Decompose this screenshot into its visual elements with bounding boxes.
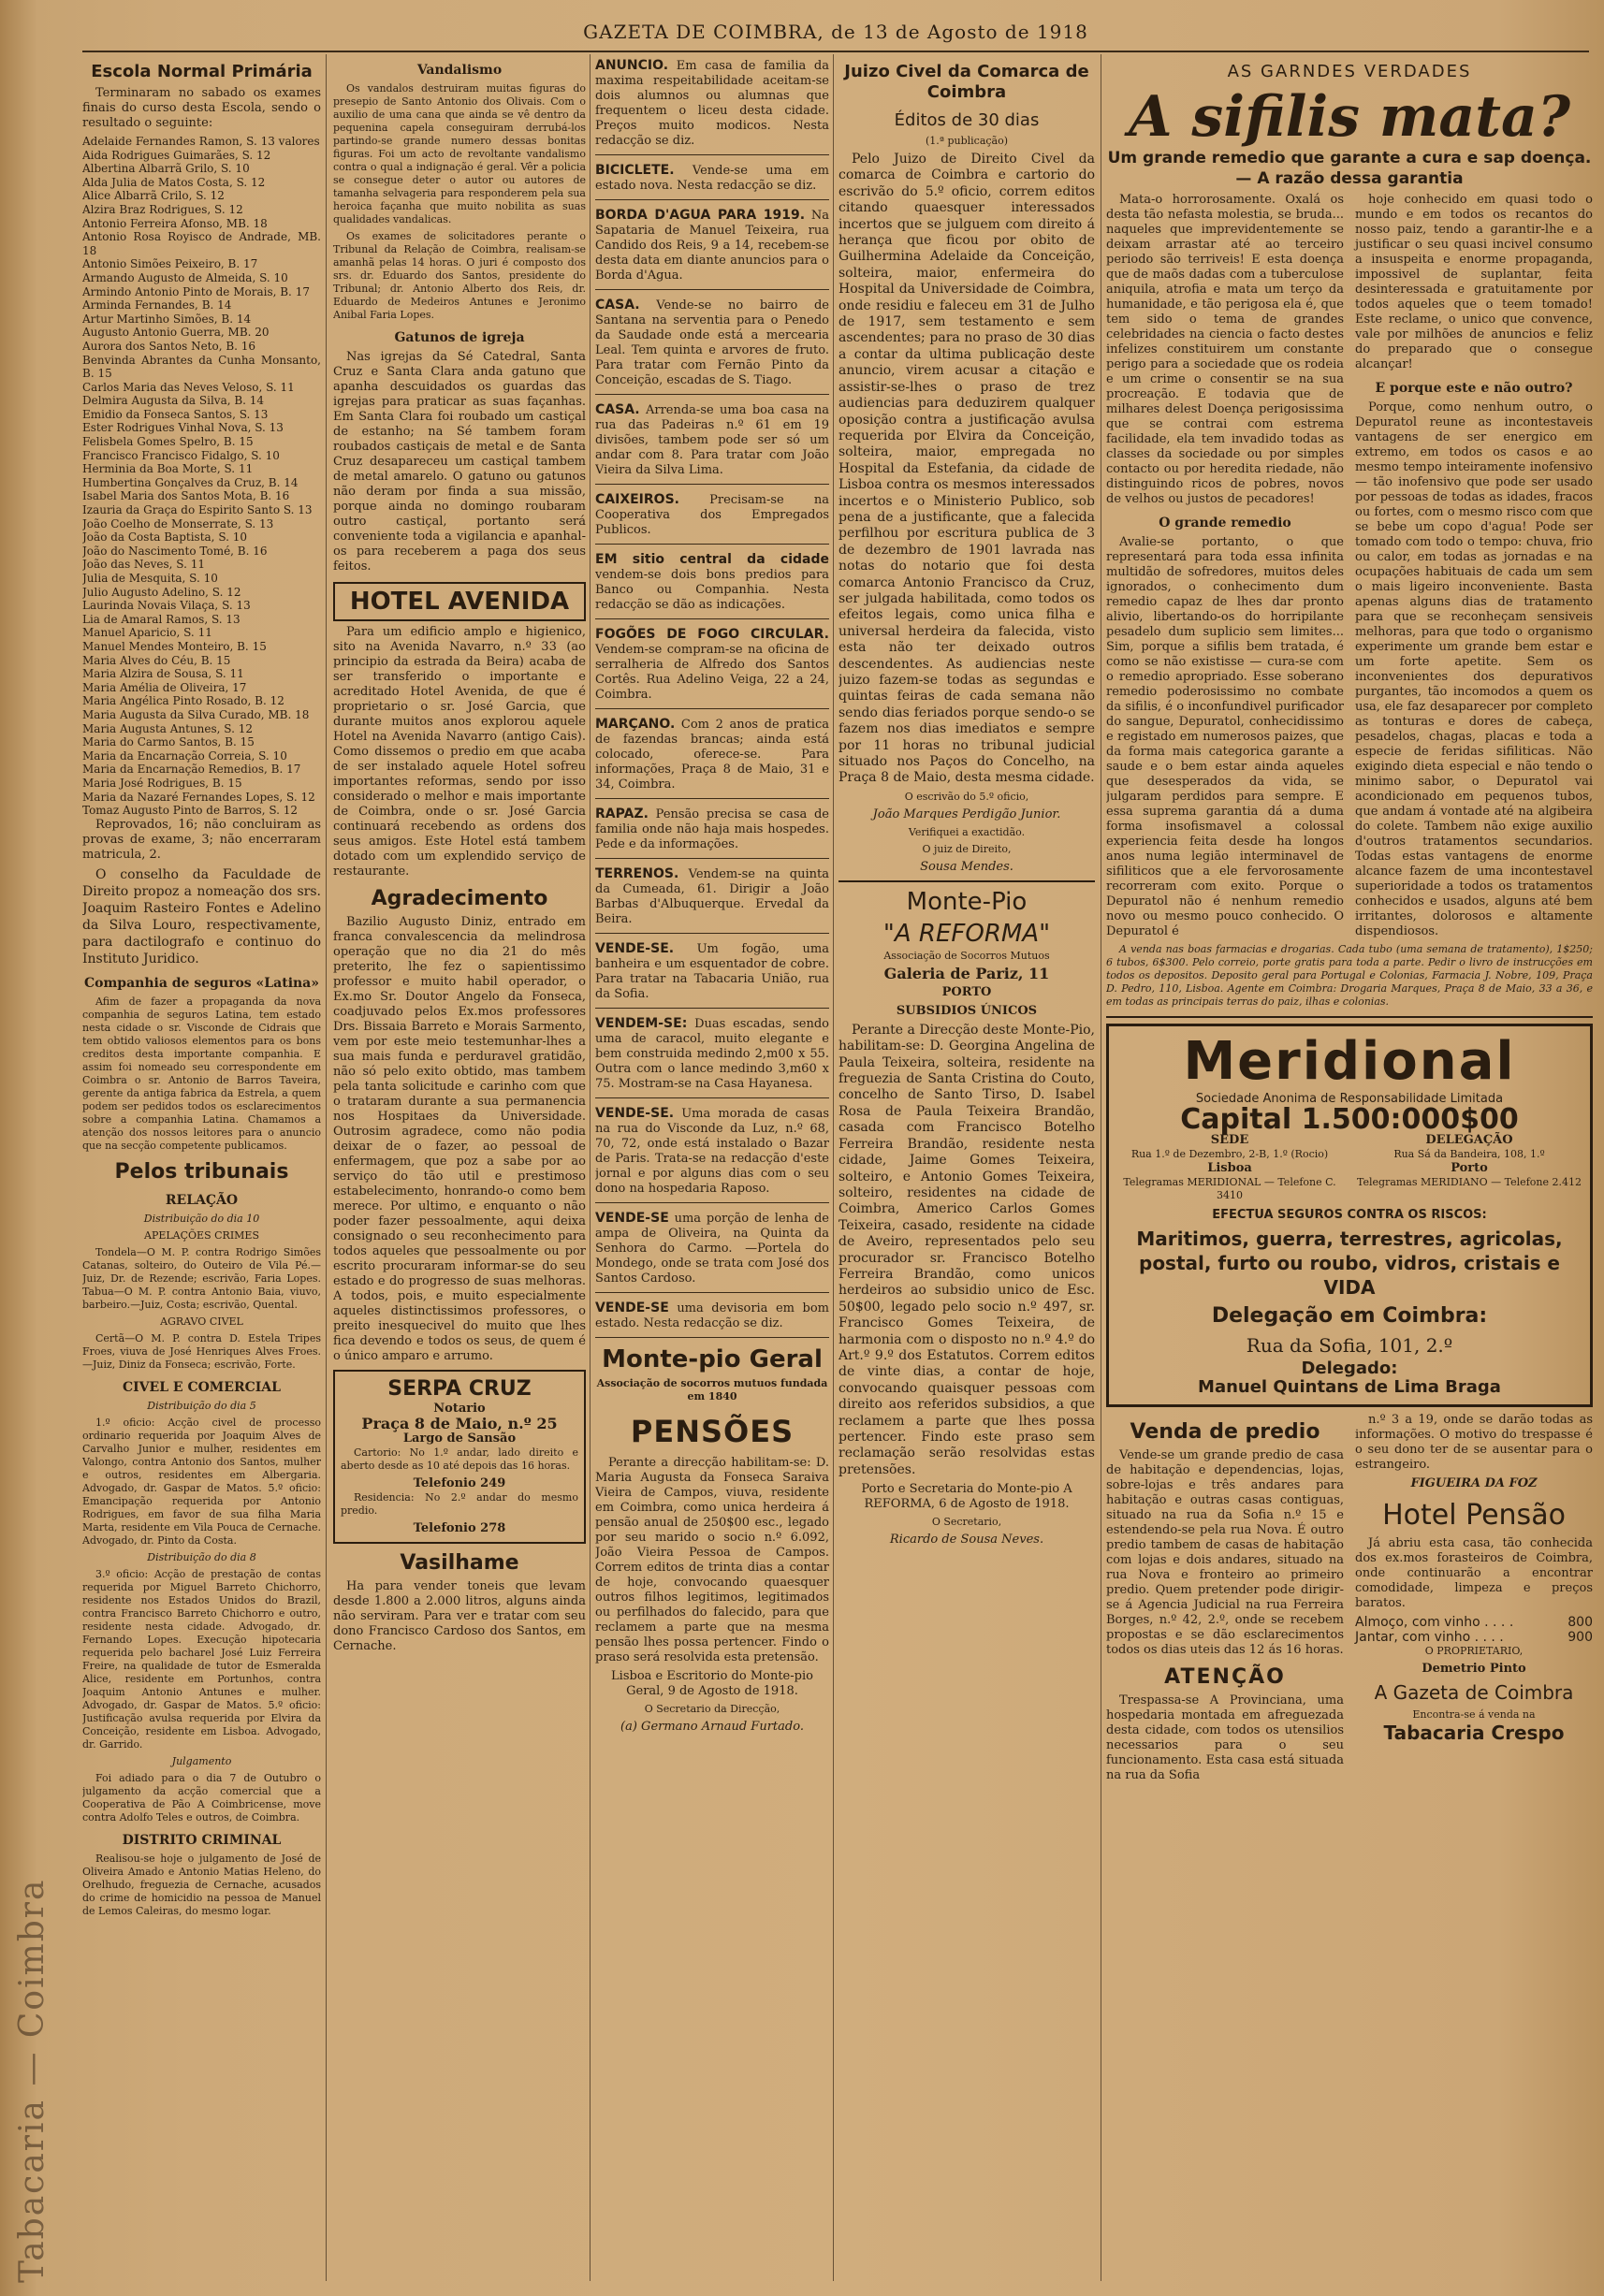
civel-sub: Distribuição do dia 5 [147, 1399, 256, 1412]
escola-list-item: Maria Amélia de Oliveira, 17 [82, 680, 247, 694]
civel-sub2: Distribuição do dia 8 [147, 1550, 256, 1563]
classified-ad-title: CASA. [595, 402, 640, 417]
juizo-juiz-name: Sousa Mendes. [920, 859, 1013, 874]
classified-ad-text: uma porção de lenha de ampa de Oliveira, na Quinta da Senhora do Carmo. —Portela do Mondego, onde se trata com José dos Santos Cardoso. [595, 1212, 829, 1286]
escola-list-item: Alice Albarrã Crilo, S. 12 [82, 189, 225, 203]
classified-ad-text: Em casa de familia da maxima respeitabilidade aceitam-se dois alumnos ou alumnas que frequentem o liceu desta cidade. Preços muito modicos. Nesta redacção se diz. [595, 59, 829, 148]
classified-ad [595, 294, 829, 395]
classified-ad-title: VENDE-SE [595, 1211, 669, 1226]
depuratol-columns [1106, 193, 1593, 943]
escola-list-item: Francisco Francisco Fidalgo, S. 10 [82, 448, 280, 462]
classified-ad-text: uma devisoria em bom estado. Nesta redacção se diz. [595, 1301, 829, 1330]
escola-list-item: Arminda Fernandes, B. 14 [82, 298, 232, 312]
vasilhame-title: Vasilhame [400, 1551, 519, 1575]
classified-ad-title: VENDE-SE. [595, 1106, 675, 1121]
classified-ad [595, 623, 829, 709]
escola-list-item: João Coelho de Monserrate, S. 13 [82, 516, 274, 530]
gazeta-sale2: Encontra-se á venda na [1412, 1708, 1536, 1721]
latina-title: Companhia de seguros «Latina» [83, 975, 320, 991]
pensoes-title: PENSÕES [630, 1414, 795, 1449]
classified-ad-title: EM sitio central da cidade [595, 552, 829, 567]
sifilis-title: A sifilis mata? [1128, 84, 1570, 150]
escola-list-item: Tomaz Augusto Pinto de Barros, S. 12 [82, 804, 299, 818]
classified-ad-text: Um fogão, uma banheira e um esquentador de cobre. Para tratar na Tabacaria União, rua da Sofia. [595, 942, 829, 1001]
bottom-ads [1106, 1413, 1593, 1787]
escola-list-item: Julio Augusto Adelino, S. 12 [82, 585, 241, 599]
escola-list-item: Izauria da Graça do Espirito Santo S. 13 [82, 503, 313, 517]
escola-list-item: Humbertina Gonçalves da Cruz, B. 14 [82, 475, 299, 489]
escola-list-item: João das Neves, S. 11 [82, 558, 205, 572]
latina-text: Afim de fazer a propaganda da nova companhia de seguros Latina, tem estado nesta cidade o sr. Visconde de Cidrais que tem obtido valiosos elementos para os bons creditos desta importante companhia. E assim foi nomeado seu correspondente em Coimbra o sr. Antonio de Barros Taveira, gerente da antiga fabrica da Estrela, a quem podem ser pedidos todos os esclarecimentos sobre a companhia Latina. Chamamos a atenção dos nossos leitores para o anuncio que na secção competente publicamos. [82, 995, 321, 1152]
classified-ad-title: MARÇANO. [595, 717, 676, 732]
escola-list-item: Emidio da Fonseca Santos, S. 13 [82, 407, 269, 421]
classified-ad-text: Precisam-se na Cooperativa dos Empregados Publicos. [595, 493, 829, 537]
venda-text: A venda nas boas farmacias e drogarias. Cada tubo (uma semana de tratamento), 1$250; 6 tubos, 6$300. Pelo correio, porte gratis para toda a parte. Pedir o livro de instrucções em todos os depositos. Deposito geral para Portugal e Colonias, Farmacia J. Nobre, 109, Praça D. Pedro, 110, Lisboa. Agente em Coimbra: Drogaria Marques, Praça 8 de Maio, 33 a 36, e em todas as principais terras do paiz, ilhas e colonias. [1106, 943, 1593, 1008]
escola-list-item: Maria Augusta da Silva Curado, MB. 18 [82, 707, 310, 721]
juizo-escrivao-name: João Marques Perdigão Junior. [872, 807, 1061, 821]
delegado-name: Manuel Quintans de Lima Braga [1198, 1377, 1501, 1397]
sifilis-text2: hoje conhecido em quasi todo o mundo e em todos os recantos do nosso paiz, tendo a garantir-lhe e a justificar o seu quasi incivel consumo a insuspeita e enorme propaganda, impossivel de suplantar, feita desinteressada e gratuitamente por todos aqueles que o teem tomado! Este reclame, o unico que convence, vale por milhões de anuncios e feliz do preparado que o consegue alcançar! [1355, 193, 1593, 371]
escola-list-item: Armindo Antonio Pinto de Morais, B. 17 [82, 284, 310, 298]
classified-ad-title: VENDEM-SE: [595, 1016, 688, 1031]
classified-ad-text: Duas escadas, sendo uma de caracol, muito elegante e bem construida medindo 2,m00 x 55. Outra com o lance medindo 3,m60 x 75. Mostram-se na Casa Hayanesa. [595, 1017, 829, 1091]
classified-ad [595, 937, 829, 1009]
escola-list-item: Albertina Albarrã Grilo, S. 10 [82, 162, 250, 176]
classified-ad-title: FOGÕES DE FOGO CIRCULAR. [595, 627, 829, 642]
deleg-label: DELEGAÇÃO [1425, 1133, 1513, 1147]
serpa-addr2: Largo de Sansão [402, 1431, 517, 1446]
column-1 [82, 54, 321, 2281]
relacao-sub: Distribuição do dia 10 [143, 1212, 260, 1225]
escola-list-item: Lia de Amaral Ramos, S. 13 [82, 612, 241, 626]
atencao-text: Trespassa-se A Provinciana, uma hospedaria montada em afreguezada desta cidade, com todos os utensilios necessarios para o seu funcionamento. Esta casa está situada na rua da Sofia [1106, 1693, 1344, 1782]
serpa-tel1: Telefonio 249 [413, 1476, 506, 1490]
classified-ad-title: RAPAZ. [595, 807, 649, 821]
gazeta-sale: A Gazeta de Coimbra [1374, 1681, 1574, 1704]
classified-ad [595, 803, 829, 859]
remedio-text: Avalie-se portanto, o que representará para toda essa infinita multidão de sofredores, muitos deles ignorados, o conhecimento dum remedio capaz de lhes dar pronto alivio, libertando-os do horripilante pesadelo dum suplicio sem limites... Sim, porque a sifilis bem tratada, é como se não existisse — cura-se com o remedio apropriado. Esse soberano remedio poderosissimo no combate da sifilis, é o inconfundivel purificador do sangue, Depuratol, conhecidissimo e registado em numerosos paizes, que da forma mais categorica garante a saude e o bem estar ainda aqueles que desesperados da vida, se julgaram perdidos para sempre. E essa suprema garantia dá a duma forma insofismavel a colossal experiencia feita desde ha longos anos numa legião interminavel de sifiliticos que a ele fervorosamente recorreram com exito. Porque o Depuratol não é nenhum remedio novo ou mesmo pouco conhecido. O Depuratol é [1106, 535, 1344, 938]
classified-ad-text: Com 2 anos de pratica de fazendas brancas; ainda está colocado, oferece-se. Para informações, Praça 8 de Maio, 31 e 34, Coimbra. [595, 718, 829, 792]
proprietario: O PROPRIETARIO, [1424, 1645, 1524, 1657]
deleg-addr: Rua Sá da Bandeira, 108, 1.º [1393, 1148, 1545, 1160]
escola-list-item: Delmira Augusta da Silva, B. 14 [82, 394, 265, 408]
sede-label: SÉDE [1210, 1133, 1249, 1147]
classified-ad-title: CAIXEIROS. [595, 492, 679, 507]
escola-outro: Reprovados, 16; não concluiram as provas de exame, 3; não encerraram matricula, 2. [82, 817, 321, 862]
classified-ad [595, 1207, 829, 1293]
classified-ad-title: CASA. [595, 298, 640, 312]
serpa-tel2: Telefonio 278 [413, 1521, 506, 1535]
escola-list-item: Maria da Encarnação Correia, S. 10 [82, 748, 287, 763]
classified-ad-text: Vende-se no bairro de Santana na serventia para o Penedo da Saudade onde está a mercearia Leal. Tem quinta e arvores de fruto. Para tratar com Fernão Pinto da Conceição, escadas de S. Tiago. [595, 298, 829, 387]
montepio-title: Monte-pio Geral [602, 1345, 823, 1373]
pensao-text: Já abriu esta casa, tão conhecida dos ex.mos forasteiros de Coimbra, onde continuarão a encontrar comodidade, limpeza e preços baratos. [1355, 1536, 1593, 1610]
escola-list-item: Julia de Mesquita, S. 10 [82, 572, 218, 585]
sede-addr: Rua 1.º de Dezembro, 2-B, 1.º (Rocio) [1130, 1148, 1329, 1160]
juizo-title: Juizo Civel da Comarca de Coimbra [844, 62, 1089, 102]
serpa-cruz-ad [333, 1370, 586, 1544]
column-rule [833, 54, 834, 2281]
sede-city: Lisboa [1207, 1161, 1252, 1175]
reforma-title: Monte-Pio [906, 887, 1028, 916]
vandalismo-title: Vandalismo [416, 63, 503, 78]
escola-list-item: Maria Augusta Antunes, S. 12 [82, 721, 253, 735]
deleg-coimbra: Delegação em Coimbra: [1211, 1304, 1488, 1328]
escola-list-item: Maria Alves do Céu, B. 15 [82, 653, 231, 667]
pensoes-sec: O Secretario da Direcção, [644, 1703, 780, 1715]
escola-list-item: Antonio Simões Peixeiro, B. 17 [82, 257, 258, 271]
escola-list-item: Laurinda Novais Vilaça, S. 13 [82, 599, 251, 613]
serpa-role: Notario [433, 1402, 486, 1416]
pensoes-text: Perante a direcção habilitam-se: D. Maria Augusta da Fonseca Saraiva Vieira de Campos, viuva, residente em Coimbra, como unica herdeira á pensão anual de 250$00 esc., legado por seu marido o socio n.º 6.092, João Vieira Pessoa de Campos. Correm editos de trinta dias a contar de hoje, convocando quaesquer outros filhos legitimos, legitimados ou perfilhados do falecido, para que reclamem a parte que na mesma pensão lhes possa pertencer. Findo o praso será resolvida esta pretensão. [595, 1456, 829, 1664]
escola-list-item: Maria da Encarnação Remedios, B. 17 [82, 763, 301, 777]
deleg-city: Porto [1451, 1161, 1488, 1175]
classified-ad [595, 713, 829, 799]
meridional-ad [1106, 1024, 1593, 1407]
deleg-tel: Telegramas MERIDIANO — Telefone 2.412 [1357, 1176, 1582, 1188]
escola-list-item: Carlos Maria das Neves Veloso, S. 11 [82, 380, 295, 394]
exames-text: Os exames de solicitadores perante o Tribunal da Relação de Coimbra, realisam-se amanhã pelas 14 horas. O juri é composto dos srs. dr. Eduardo dos Santos, presidente do Tribunal; dr. Antonio Alberto dos Reis, dr. Eduardo de Medeiros Antunes e Jeronimo Anibal Faria Lopes. [333, 230, 586, 321]
juizo-escrivao: O escrivão do 5.º oficio, [904, 790, 1029, 803]
riscos: Maritimos, guerra, terrestres, agricolas, postal, furto ou roubo, vidros, cristais e VIDA [1136, 1228, 1563, 1299]
julgamento-text: Foi adiado para o dia 7 de Outubro o julgamento da acção comercial que a Cooperativa de Pão A Coimbricense, move contra Adolfo Teles e outros, de Coimbra. [82, 1771, 321, 1824]
escola-list-item: Herminia da Boa Morte, S. 11 [82, 462, 254, 476]
escola-list-item: Ester Rodrigues Vinhal Nova, S. 13 [82, 421, 284, 435]
escola-list-item: Maria Alzira de Sousa, S. 11 [82, 667, 244, 681]
juizo-juiz: O juiz de Direito, [922, 842, 1012, 855]
civel-text2: 3.º oficio: Acção de prestação de contas requerida por Miguel Barreto Chichorro, residente nos Estados Unidos do Brazil, contra Francisco Barreto Chichorro e outro, residente nesta cidade. Advogado, dr. Fernando Lopes. Execução hipotecaria requerida pelo bacharel José Luiz Ferreira Freire, na qualidade de tutor de Esmeralda Alice, residente em Portunhos, contra Joaquim Antonio Antunes e mulher. Advogado, dr. Gaspar de Matos. 5.º oficio: Justificação avulsa requerida por Elvira da Conceição, residente em Lisboa. Advogado, dr. Garrido. [82, 1567, 321, 1751]
classified-ad-text: vendem-se dois bons predios para Banco ou Companhia. Nesta redacção se dão as indicações. [595, 568, 829, 612]
margin-bleedthrough-text: Tabacaria — Coimbra [13, 1878, 51, 2283]
classified-ad-title: BORDA D'AGUA PARA 1919. [595, 208, 806, 223]
classified-ad-title: ANUNCIO. [595, 58, 669, 73]
gazeta-sale3: Tabacaria Crespo [1383, 1722, 1565, 1744]
escola-list-item: Maria da Nazaré Fernandes Lopes, S. 12 [82, 790, 315, 804]
julgamento-title: Julgamento [171, 1754, 232, 1767]
classified-ad [595, 488, 829, 545]
column-2 [333, 54, 586, 2281]
escola-title: Escola Normal Primária [91, 62, 313, 81]
column-4 [838, 54, 1095, 2281]
conselho-paragraph: O conselho da Faculdade de Direito propoz a nomeação dos srs. Joaquim Rasteiro Fontes e Adelino da Silva Louro, respectivamente, para dactilografo e continuo do Instituto Juridico. [82, 866, 321, 966]
escola-list-item: Alda Julia de Matos Costa, S. 12 [82, 175, 266, 189]
escola-list-item: Alzira Braz Rodrigues, S. 12 [82, 202, 243, 216]
delegado-label: Delegado: [1301, 1359, 1398, 1378]
meridional-title: Meridional [1183, 1031, 1516, 1092]
classified-ads [595, 54, 829, 1338]
serpa-name: SERPA CRUZ [387, 1377, 532, 1401]
almoco-label: Almoço, com vinho . . . . [1355, 1615, 1514, 1630]
classified-ad [595, 399, 829, 485]
vandalismo-text: Os vandalos destruiram muitas figuras do presepio de Santo Antonio dos Olivais. Com o auxilio de uma cana que ainda se vê dentro da pequenina capela conseguiram derrubá-los partindo-se grande numero dessas bonitas figuras. Foi um acto de revoltante vandalismo contra o qual a indignação é geral. Vêr a policia se consegue deter o autor ou autores de tamanha selvageria para responderem pela sua heroica façanha que muito nobilita as suas qualidades vandalicas. [333, 82, 586, 225]
serpa-cartorio: Cartorio: No 1.º andar, lado direito e aberto desde as 10 até depois das 16 horas. [341, 1446, 578, 1472]
efectua: EFECTUA SEGUROS CONTRA OS RISCOS: [1212, 1208, 1487, 1222]
escola-list-item: Aida Rodrigues Guimarães, S. 12 [82, 148, 271, 162]
classified-ad-title: VENDE-SE. [595, 941, 675, 956]
escola-list-item: Maria José Rodrigues, B. 15 [82, 776, 242, 790]
criminal-title: DISTRITO CRIMINAL [122, 1832, 282, 1848]
classified-ad-text: Vendem-se compram-se na oficina de serralheria de Alfredo dos Santos Cortês. Rua Adelino Veiga, 22 a 24, Coimbra. [595, 643, 829, 702]
jantar-row [1355, 1630, 1593, 1645]
column-rule [590, 54, 591, 2281]
reforma-place: Porto e Secretaria do Monte-pio A REFORMA, 6 de Agosto de 1918. [861, 1482, 1072, 1512]
reforma-sec: O Secretario, [931, 1516, 1002, 1529]
escola-list-item: Aurora dos Santos Neto, B. 16 [82, 339, 256, 353]
depuratol-ad [1106, 62, 1593, 1018]
pensoes-sign: (a) Germano Arnaud Furtado. [620, 1720, 804, 1734]
reforma-name: "A REFORMA" [882, 919, 1051, 948]
column-5 [1106, 54, 1593, 2281]
escola-list-item: João do Nascimento Tomé, B. 16 [82, 544, 268, 558]
classified-ad [595, 1102, 829, 1203]
escola-list-item: João da Costa Baptista, S. 10 [82, 530, 248, 545]
juizo-verif: Verifiquei a exactidão. [908, 825, 1026, 838]
classified-ad [595, 548, 829, 619]
delegacao-block [1354, 1133, 1584, 1202]
almoco-row [1355, 1615, 1593, 1630]
classified-ad-title: TERRENOS. [595, 866, 679, 881]
escola-list-item: Felisbela Gomes Spelro, B. 15 [82, 435, 254, 449]
reforma-text: Perante a Direcção deste Monte-Pio, habilitam-se: D. Georgina Angelina de Paula Teixeira, solteira, residente na freguezia de Santa Cristina do Couto, concelho de Santo Tirso, D. Isabel Rosa de Paula Teixeira Brandão, casada com Francisco Botelho Ferreira Brandão, residente nesta cidade, Jaime Gomes Teixeira, solteiro, e Antonio Gomes Teixeira, solteiro, residentes na cidade de Coimbra, Americo Carlos Gomes Teixeira, casado, residente na cidade de Aveiro, representados pelo seu procurador sr. Francisco Botelho Ferreira Brandão, como unicos herdeiros ao subsidio unico de Esc. 50$00, legado pelo socio n.º 497, sr. Francisco Gomes Teixeira, de harmonia com o disposto no n.º 4.º do Art.º 9.º dos Estatutos. Correm editos de vinte dias, a contar de hoje, convocando quaisquer pessoas com direito aos referidos subsidios, a que reclamem a parte que lhes possa pertencer. Findo este praso sem reclamação serão resolvidas estas pretensões. [838, 1022, 1095, 1477]
classified-ad-text: Vendem-se na quinta da Cumeada, 61. Dirigir a João Barbas d'Albuquerque. Ervedal da Beira. [595, 867, 829, 926]
escola-list-item: Manuel Aparicio, S. 11 [82, 626, 212, 640]
atencao-title: ATENÇÃO [1164, 1665, 1286, 1689]
pensao-title: Hotel Pensão [1382, 1499, 1566, 1532]
gatunos-text: Nas igrejas da Sé Catedral, Santa Cruz e Santa Clara anda gatuno que apanha descuidados os guardas das igrejas para praticar as suas façanhas. Em Santa Clara foi roubado um castiçal de estanho; na Sé tambem foram roubados castiçais de metal e de Santa Cruz desapareceu um castiçal tambem de metal amarelo. O gatuno ou gatunos não deram por finda a sua missão, porque ainda no domingo roubaram outro castiçal, portanto será conveniente toda a vigilancia e apanhal-os para receberem a paga dos seus feitos. [333, 350, 586, 574]
civel-title: CIVEL E COMERCIAL [122, 1379, 282, 1395]
escola-list-item: Manuel Mendes Monteiro, B. 15 [82, 639, 267, 653]
escola-list-item: Maria Angélica Pinto Rosado, B. 12 [82, 694, 284, 708]
classified-ad-text: Uma morada de casas na rua do Visconde da Luz, n.º 68, 70, 72, onde está instalado o Bazar de Paris. Trata-se na redacção d'este jornal e por alguns dias com o seu dono na hospedaria Raposo. [595, 1107, 829, 1196]
jantar-price: 900 [1568, 1630, 1593, 1645]
reforma-ad [838, 880, 1095, 1548]
relacao-text: Tondela—O M. P. contra Rodrigo Simões Catanas, solteiro, do Outeiro de Vila Pé.—Juiz, Dr. de Rezende; escrivão, Faria Lopes. Tabua—O M. P. contra Antonio Baia, viuvo, barbeiro.—Juiz, Costa; escrivão, Quental. [82, 1245, 321, 1311]
classified-ad [595, 863, 829, 934]
reforma-sub: Associação de Socorros Mutuos [883, 949, 1050, 962]
escola-list-item: Armando Augusto de Almeida, S. 10 [82, 270, 288, 284]
hotel-text: Para um edificio amplo e higienico, sito na Avenida Navarro, n.º 33 (ao principio da estrada da Beira) acaba de ser transferido o importante e acreditado Hotel Avenida, de que é proprietario o sr. José Garcia, que durante muitos anos explorou aquele Hotel na Avenida Navarro (antigo Cais). Como dissemos o predio em que acaba de ser instalado aquele Hotel sofreu importantes reformas, sendo por isso considerado o melhor e mais importante de Coimbra, onde o sr. José Garcia continuará recebendo as ordens dos seus amigos. Este Hotel está tambem dotado com um explendido serviço de restaurante. [333, 625, 586, 879]
porque-title: E porque este e não outro? [1375, 381, 1573, 396]
escola-intro: Terminaram no sabado os exames finais do curso desta Escola, sendo o resultado o seguinte: [82, 86, 321, 130]
agradecimento-text: Bazilio Augusto Diniz, entrado em franca convalescencia da melindrosa operação que no dia 21 do mês preterito, lhe fez o sapientissimo professor e muito habil operador, o Ex.mo Sr. Doutor Angelo da Fonseca, coadjuvado pelos Ex.mos professores Drs. Bissaia Barreto e Morais Sarmento, vem por este meio testemunhar-lhes a sua mais funda e perduravel gratidão, não só pelo exito obtido, mas tambem pela tanta solicitude e carinho com que o trataram durante a sua permanencia nos Hospitaes da Universidade. Outrosim agradece, como não podia deixar de o fazer, ao pessoal de enfermagem, que poz a sabe por ao serviço do tão util e prestimoso estabelecimento, honrando-o como bem merece. Por ultimo, e enquanto o não poder fazer pessoalmente, aqui deixa consignado o seu reconhecimento para todos aqueles que pessoalmente ou por escrito procuraram informar-se do seu estado e do progresso de suas melhoras. A todos, pois, e muito especialmente aqueles distinctissimos professores, o preito inesquecivel do muito que lhes fica devendo e todos os seus, de quem é o único amparo e arrumo. [333, 915, 586, 1363]
classified-ad-text: Pensão precisa se casa de familia onde não haja mais hospedes. Pede e da informações. [595, 807, 829, 851]
classified-ad [595, 1012, 829, 1098]
masthead: GAZETA DE COIMBRA, de 13 de Agosto de 1918 [82, 13, 1589, 52]
meridional-capital: Capital 1.500:000$00 [1180, 1103, 1519, 1136]
relacao-title: RELAÇÃO [165, 1192, 239, 1208]
escola-list-item: Benvinda Abrantes da Cunha Monsanto, B. 15 [82, 353, 321, 381]
predio-text: Vende-se um grande predio de casa de habitação e dependencias, lojas, sobre-lojas e três andares para habitação e outras casas contiguas, situado na rua da Sofia n.º 15 e estendendo-se pela rua Nova. É outro predio tambem de casas de habitação com lojas e dois andares, situado na rua Nova e fronteiro ao primeiro predio. Quem pretender pode dirigir-se á Agencia Judicial na rua Ferreira Borges, n.º 42, 2.º, onde se recebem propostas e se dão esclarecimentos todos os dias uteis das 12 ás 16 horas. [1106, 1448, 1344, 1657]
jantar-label: Jantar, com vinho . . . . [1355, 1630, 1504, 1645]
sede-tel: Telegramas MERIDIONAL — Telefone C. 3410 [1123, 1176, 1336, 1201]
gatunos-title: Gatunos de igreja [394, 330, 525, 345]
predio-text2: n.º 3 a 19, onde se darão todas as informações. O motivo do trespasse é o seu dono ter de se ausentar para o estrangeiro. [1355, 1413, 1593, 1472]
proprietario-name: Demetrio Pinto [1422, 1662, 1526, 1676]
vasilhame-text: Ha para vender toneis que levam desde 1.800 a 2.000 litros, alguns ainda não serviram. Para ver e tratar com seu dono Francisco Cardoso dos Santos, em Cernache. [333, 1579, 586, 1653]
juizo-pub: (1.ª publicação) [925, 135, 1009, 147]
porque-text: Porque, como nenhum outro, o Depuratol reune as incontestaveis vantagens de ser energico em extremo, em todos os casos e ao mesmo tempo inteiramente inofensivo — tão inofensivo que pode ser usado por pessoas de todas as idades, fracos ou fortes, com o mesmo risco com que se bebe um copo d'agua! Pode ser tomado com todo o tempo: chuva, frio ou calor, em todas as jornadas e na ocupações habituais de cada um sem o mais ligeiro inconveniente. Basta apenas alguns dias de tratamento para que se reconheçam sensiveis melhoras, para que todo o organismo experimente um grande bem estar e um forte apetite. Sem os inconvenientes dos depurativos purgantes, tão incomodos a quem os usa, ele faz desaparecer por completo as tonturas e dores de cabeça, pesadelos, chagas, placas e toda a especie de feridas sifiliticas. Não exigindo dieta especial e não tendo o minimo sabor, o Depuratol vai acondicionado em pequenos tubos, que andam á vontade até na algibeira do colete. Tambem não exige auxilio d'outros tratamentos secundarios. Todas estas vantagens de enorme alcance fazem de uma incontestavel superioridade a todos os tratamentos conhecidos e usados, alguns até bem irritantes, dolorosos e altamente dispendiosos. [1355, 400, 1593, 938]
meridional-sub: Sociedade Anonima de Responsabilidade Limitada [1195, 1092, 1504, 1106]
verdades-title: AS GARNDES VERDADES [1227, 62, 1472, 81]
sifilis-text1: Mata-o horrorosamente. Oxalá os desta tão nefasta molestia, se bruda... naqueles que imprevidentemente se deixam arrastar até ao terceiro periodo são terriveis! E esta doença que de maõs dadas com a tuberculose aniquila, atrofia e mata um terço da humanidade, e tão perigosa ela é, que tem sido o tema de grandes celebridades na ciencia o facto destes infelizes constituirem um constante perigo para a sociedade que os rodeia e um crime o consentir se na sua procreação. E todavia que de milhares delest Doença perigosissima que se contrai com estrema facilidade, ela tem invadido todas as classes da sociedade ou por simples contacto ou por heredita riedade, não distinguindo ricos de pobres, novos de velhos ou justos de pecadores! [1106, 193, 1344, 506]
reforma-city: PORTO [941, 984, 992, 999]
sifilis-sub: Um grande remedio que garante a cura e sap doença. — A razão dessa garantia [1107, 149, 1592, 188]
almoco-price: 800 [1568, 1615, 1593, 1630]
escola-list-item: Artur Martinho Simões, B. 14 [82, 312, 252, 326]
classified-ad [595, 54, 829, 155]
escola-list-item: Maria do Carmo Santos, B. 15 [82, 735, 255, 749]
classified-ad [595, 159, 829, 200]
serpa-residencia: Residencia: No 2.º andar do mesmo predio. [341, 1491, 578, 1517]
agravo-title: AGRAVO CIVEL [160, 1315, 243, 1328]
reforma-addr: Galeria de Pariz, 11 [883, 964, 1050, 982]
classified-ad-title: BICICLETE. [595, 163, 675, 178]
agradecimento-title: Agradecimento [371, 887, 548, 910]
hotel-title: HOTEL AVENIDA [333, 582, 586, 621]
escola-list-item: Antonio Rosa Royisco de Andrade, MB. 18 [82, 230, 321, 257]
escola-list-item: Augusto Antonio Guerra, MB. 20 [82, 326, 270, 340]
sede-block [1115, 1133, 1345, 1202]
juizo-text: Pelo Juizo de Direito Civel da comarca de Coimbra e cartorio do escrivão do 5.º oficio, correm editos citando quaesquer interessados incertos que se julguem com direito á herança que ficou por obito de Guilhermina Adelaide da Conceição, solteira, maior, enfermeira do Hospital da Universidade de Coimbra, onde residiu e faleceu em 31 de Julho de 1917, sem testamento e sem ascendentes; para no praso de 30 dias a contar da ultima publicação deste anuncio, virem acusar a citação e assistir-se-lhes o praso de trez audiencias para deduzirem qualquer oposição contra a justificação avulsa requerida por Elvira da Conceição, solteira, maior, empregada no Hospital da Estefania, da cidade de Lisboa contra os mesmos interessados incertos e o Ministerio Publico, sob pena de a justificante, que a falecida perfilhou por escritura publica de 3 de dezembro de 1901 lavrada nas notas do notario que foi desta comarca Antonio Francisco da Cruz, ser julgada habilitada, como todos os efeitos legais, como unica filha e universal herdeira da falecida, visto esta não ter deixado outros descendentes. As audiencias neste juizo fazem-se todas as segundas e quintas feiras de cada semana não sendo dias feriados porque sendo-o se fazem nos dias imediatos e sempre por 11 horas no tribunal judicial situado nos Paços do Concelho, na Praça 8 de Maio, desta mesma cidade. [838, 152, 1095, 786]
column-3 [595, 54, 829, 2281]
classified-ad-text: Arrenda-se uma boa casa na rua das Padeiras n.º 61 em 19 divisões, tambem pode ser só um andar com 8. Para tratar com João Vieira da Silva Lima. [595, 403, 829, 477]
montepio-sub: Associação de socorros mutuos fundada em 1840 [596, 1377, 828, 1402]
reforma-subsidios: SUBSIDIOS ÚNICOS [896, 1003, 1038, 1018]
relacao-crimes: APELAÇÕES CRIMES [144, 1228, 259, 1242]
agravo-text: Certã—O M. P. contra D. Estela Tripes Froes, viuva de José Henriques Alves Froes.—Juiz, Diniz da Fonseca; escrivão, Forte. [82, 1331, 321, 1371]
classified-ad [595, 1297, 829, 1338]
escola-list-item: Adelaide Fernandes Ramon, S. 13 valores [82, 135, 320, 148]
tribunais-title: Pelos tribunais [114, 1159, 289, 1184]
deleg-coimbra-addr: Rua da Sofia, 101, 2.º [1246, 1334, 1453, 1357]
classified-ad [595, 204, 829, 290]
escola-list-item: Isabel Maria dos Santos Mota, B. 16 [82, 489, 290, 503]
classified-ad-text: Na Sapataria de Manuel Teixeira, rua Candido dos Reis, 9 a 14, recebem-se desta data em diante anuncios para o Borda d'Agua. [595, 209, 829, 283]
serpa-addr: Praça 8 de Maio, n.º 25 [361, 1415, 558, 1432]
classified-ad-text: Vende-se uma em estado nova. Nesta redacção se diz. [595, 164, 829, 193]
criminal-text: Realisou-se hoje o julgamento de José de Oliveira Amado e Antonio Matias Heleno, do Orelhudo, freguezia de Cernache, acusados do crime de homicidio na pessoa de Manuel de Lemos Caleiras, do mesmo logar. [82, 1852, 321, 1917]
figueira-title: FIGUEIRA DA FOZ [1410, 1476, 1538, 1490]
classified-ad-title: VENDE-SE [595, 1301, 669, 1315]
pensoes-place: Lisboa e Escritorio do Monte-pio Geral, 9 de Agosto de 1918. [611, 1669, 813, 1698]
column-rule [326, 54, 327, 2281]
escola-list [82, 135, 321, 818]
remedio-title: O grande remedio [1159, 516, 1291, 530]
meridional-offices [1115, 1133, 1584, 1202]
civel-text: 1.º oficio: Acção civel de processo ordinario requerida por Joaquim Alves de Carvalho Junior e mulher, residentes em Valongo, contra Antonio dos Santos, mulher e outros, residentes em Albergaria. Advogado, dr. Gaspar de Matos. 5.º oficio: Emancipação requerida por Antonio Rodrigues, em favor de sua filha Maria Marta, residente em Vila Pouca de Cernache. Advogado, dr. Pinto da Costa. [82, 1416, 321, 1547]
escola-list-item: Antonio Ferreira Afonso, MB. 18 [82, 216, 268, 230]
predio-title: Venda de predio [1130, 1420, 1320, 1444]
juizo-editos: Éditos de 30 dias [894, 110, 1040, 130]
reforma-sign: Ricardo de Sousa Neves. [889, 1533, 1044, 1548]
